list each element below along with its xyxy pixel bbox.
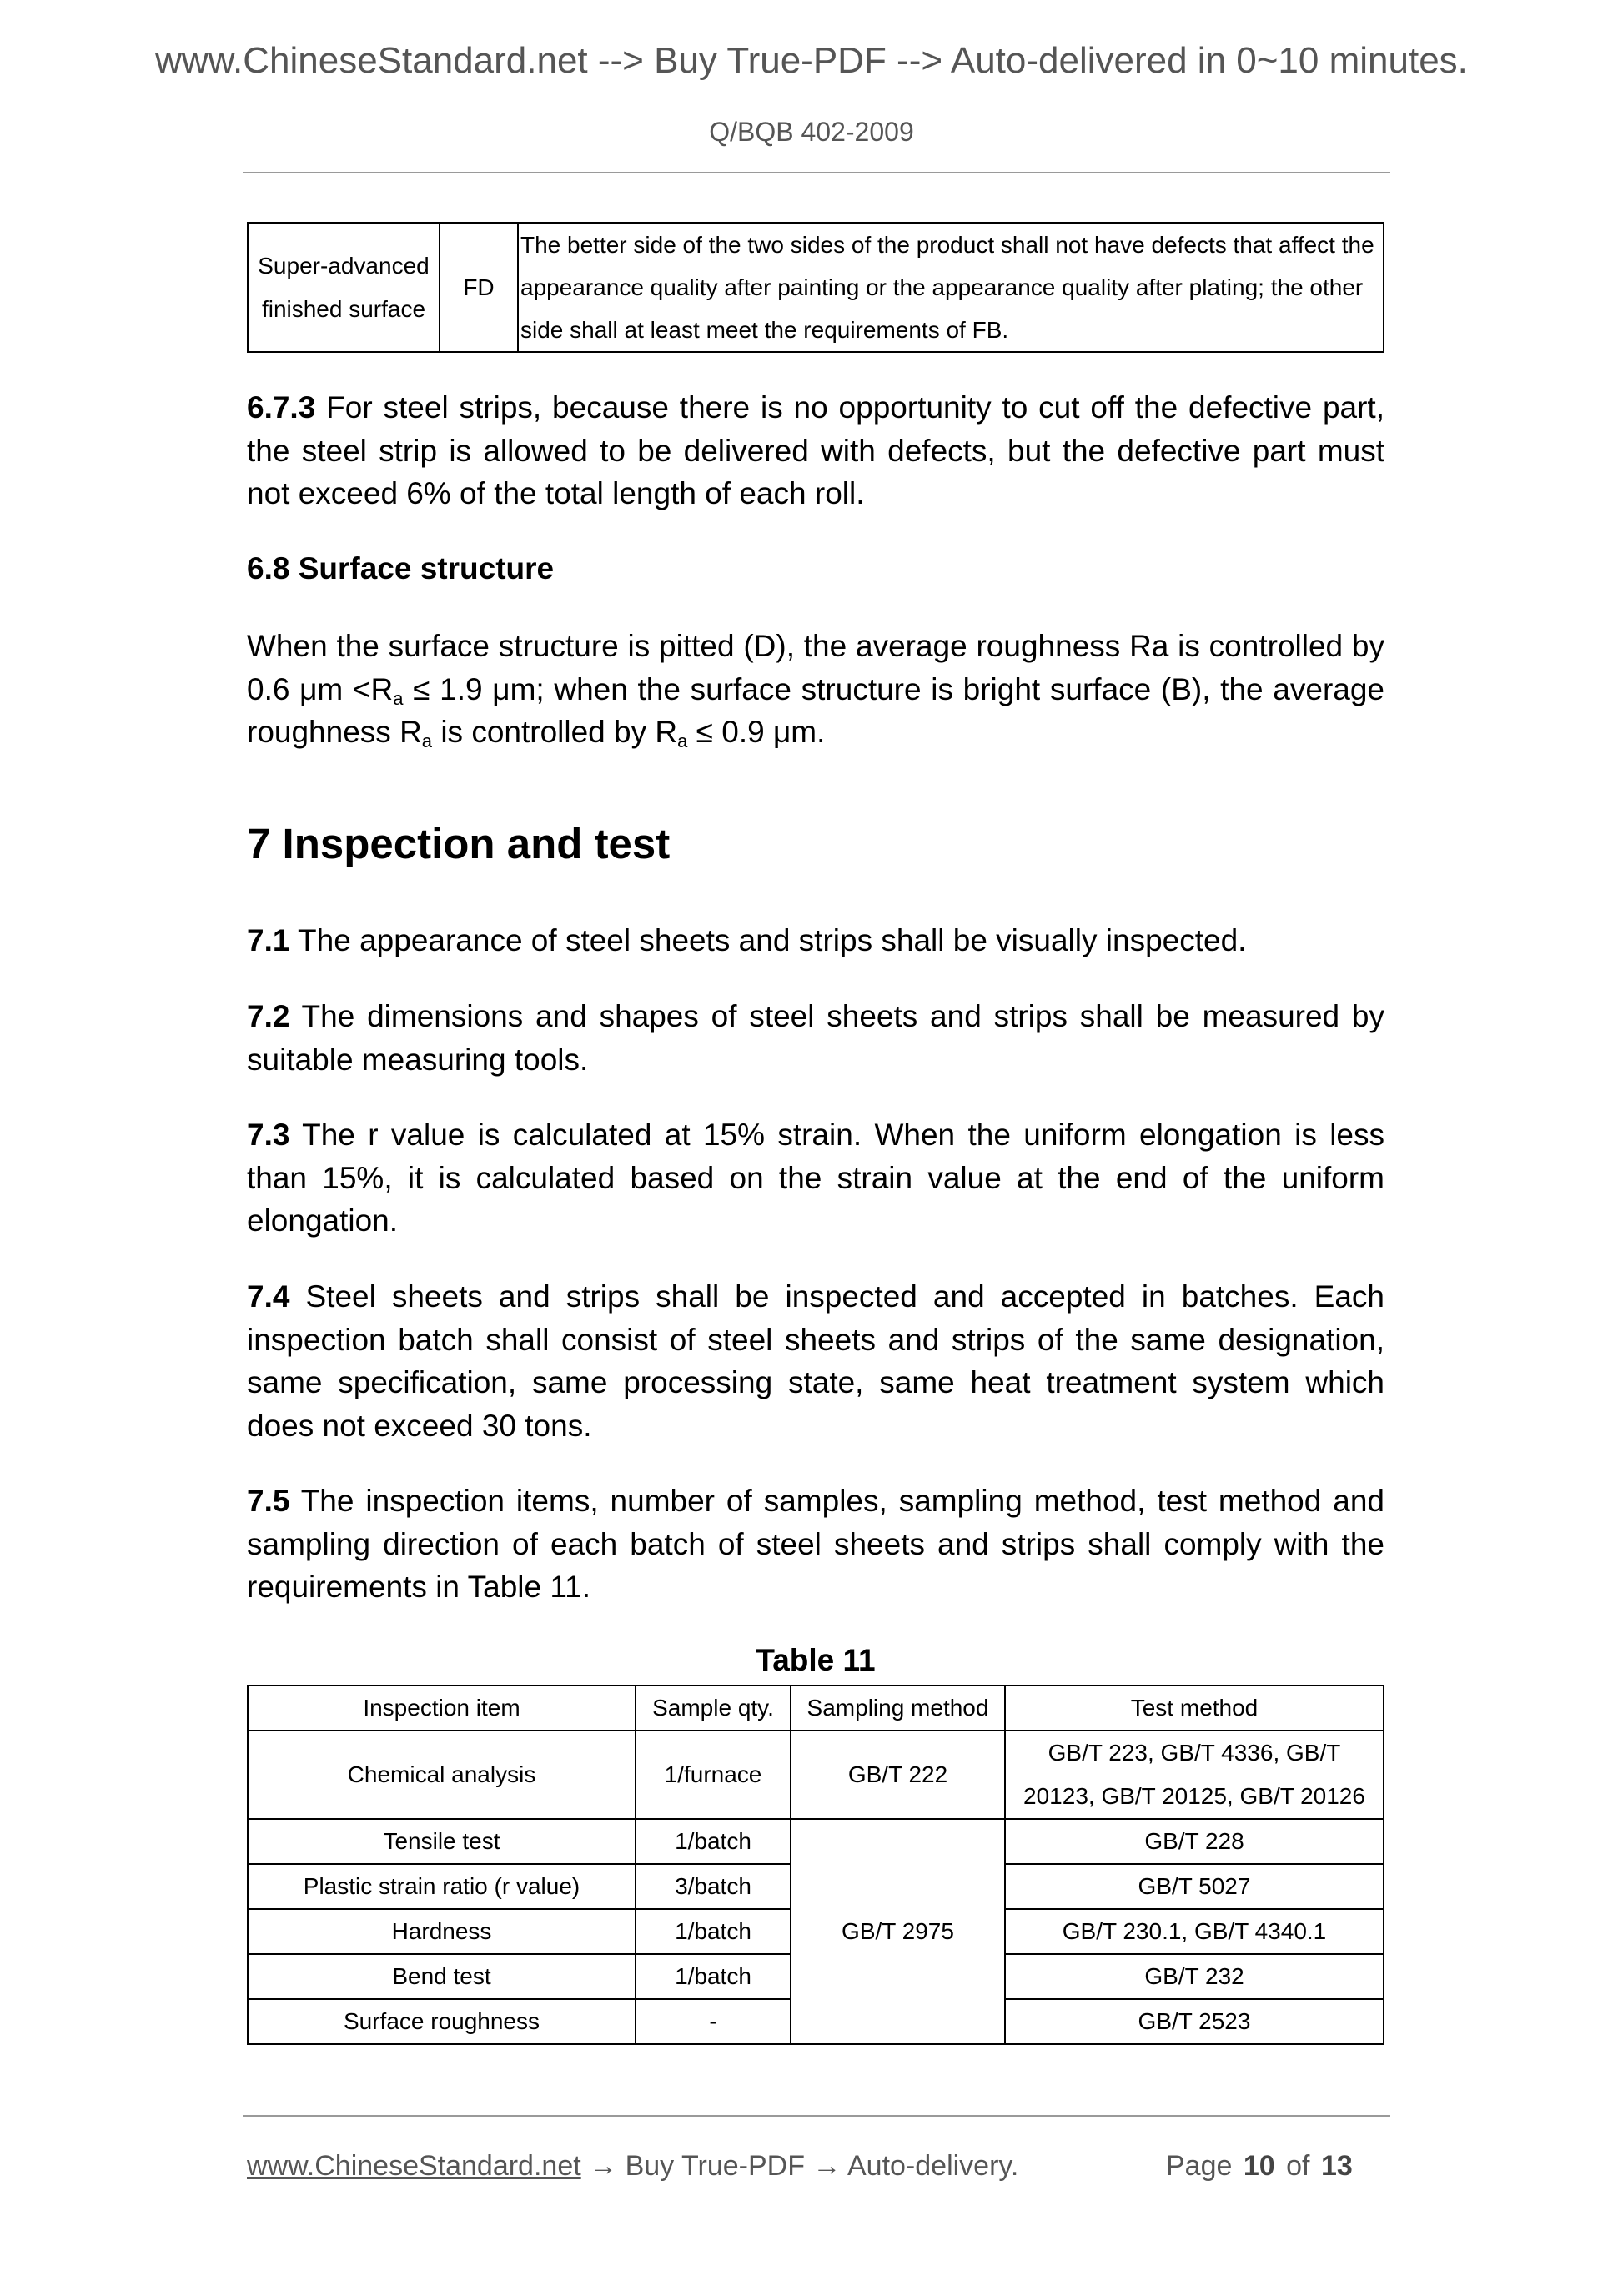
table-row <box>248 1731 1384 1819</box>
table-11-caption: Table 11 <box>756 1643 876 1677</box>
paragraph-7-1: 7.1 The appearance of steel sheets and strips shall be visually inspected. <box>247 923 1247 957</box>
inspection-item-cell: Tensile test <box>248 1819 636 1864</box>
paragraph-7-2: 7.2 The dimensions and shapes of steel sheets and strips shall be measured by suitable measuring tools. <box>247 999 1384 1077</box>
document-code: Q/BQB 402-2009 <box>709 117 914 147</box>
sample-qty-cell: 1/batch <box>636 1909 791 1954</box>
inspection-item-cell: Bend test <box>248 1954 636 1999</box>
inspection-item-cell: Hardness <box>248 1909 636 1954</box>
inspection-item-cell: Surface roughness <box>248 1999 636 2044</box>
header-divider <box>243 172 1390 173</box>
column-header: Inspection item <box>248 1686 636 1731</box>
test-method-cell: GB/T 2523 <box>1005 1999 1384 2044</box>
surface-name-cell <box>248 223 440 352</box>
paragraph-7-4: 7.4 Steel sheets and strips shall be inspected and accepted in batches. Each inspection batch shall consist of steel sheets and strips of the same designation, same specification, same processing state, same heat treatment system which does not exceed 30 tons. <box>247 1279 1384 1443</box>
current-page-number: 10 <box>1243 2150 1275 2182</box>
surface-name-line1: Super-advanced <box>258 252 430 279</box>
page-indicator <box>1166 2150 1353 2183</box>
chinesestandard-link[interactable]: www.ChineseStandard.net <box>247 2150 581 2182</box>
page-label: Page <box>1166 2150 1233 2182</box>
table-row <box>248 1819 1384 1864</box>
inspection-item-cell: Plastic strain ratio (r value) <box>248 1864 636 1909</box>
top-banner: www.ChineseStandard.net --> Buy True-PDF --> Auto-delivered in 0~10 minutes. <box>155 40 1468 81</box>
auto-delivery-text: Auto-delivery. <box>841 2150 1019 2182</box>
test-method-cell: GB/T 228 <box>1005 1819 1384 1864</box>
inspection-item-cell: Chemical analysis <box>248 1731 636 1819</box>
page-of-label: of <box>1286 2150 1310 2182</box>
sample-qty-cell: 1/batch <box>636 1819 791 1864</box>
sample-qty-cell: 3/batch <box>636 1864 791 1909</box>
sampling-method-cell: GB/T 222 <box>791 1731 1005 1819</box>
table-row <box>248 223 1384 352</box>
buy-true-pdf-text: Buy True-PDF <box>617 2150 813 2182</box>
test-method-cell: GB/T 230.1, GB/T 4340.1 <box>1005 1909 1384 1954</box>
arrow-right-icon: → <box>812 2150 842 2182</box>
surface-description-cell: The better side of the two sides of the product shall not have defects that affect the appearance quality after painting or the appearance quality after plating; the other side shall at least meet the requirements of FB. <box>518 223 1384 352</box>
table-11 <box>247 1685 1384 2045</box>
footer-promo <box>247 2150 1018 2183</box>
paragraph-7-3: 7.3 The r value is calculated at 15% strain. When the uniform elongation is less than 15%, it is calculated based on the strain value at the end of the uniform elongation. <box>247 1118 1384 1238</box>
heading-7: 7 Inspection and test <box>247 820 671 867</box>
table-10-continuation <box>247 222 1384 353</box>
column-header: Sampling method <box>791 1686 1005 1731</box>
footer-divider <box>243 2115 1390 2117</box>
paragraph-7-5: 7.5 The inspection items, number of samples, sampling method, test method and sampling direction of each batch of steel sheets and strips shall comply with the requirements in Table 11. <box>247 1484 1384 1604</box>
test-method-cell: GB/T 5027 <box>1005 1864 1384 1909</box>
sampling-method-cell-merged: GB/T 2975 <box>791 1819 1005 2044</box>
sample-qty-cell: 1/furnace <box>636 1731 791 1819</box>
paragraph-6-8: When the surface structure is pitted (D), the average roughness Ra is controlled by 0.6 $\mu m <R_a \le 1.9$ μm; when the surface structure is bright surface (B), the average roughness $R_a$ is controlled by $R_a \le 0.9$ μm. <box>247 629 1384 751</box>
column-header: Sample qty. <box>636 1686 791 1731</box>
arrow-right-icon: → <box>589 2150 618 2182</box>
total-pages-number: 13 <box>1320 2150 1353 2182</box>
sample-qty-cell: - <box>636 1999 791 2044</box>
column-header: Test method <box>1005 1686 1384 1731</box>
clause-number: 6.7.3 <box>247 390 316 425</box>
surface-name-line2: finished surface <box>261 295 426 322</box>
table-header-row <box>248 1686 1384 1731</box>
surface-code-cell: FD <box>440 223 518 352</box>
paragraph-6-7-3 <box>247 386 1384 515</box>
test-method-cell: GB/T 232 <box>1005 1954 1384 1999</box>
heading-6-8: 6.8 Surface structure <box>247 551 555 585</box>
sample-qty-cell: 1/batch <box>636 1954 791 1999</box>
test-method-cell: GB/T 223, GB/T 4336, GB/T 20123, GB/T 20125, GB/T 20126 <box>1005 1731 1384 1819</box>
clause-text: For steel strips, because there is no opportunity to cut off the defective part, the steel strip is allowed to be delivered with defects, but the defective part must not exceed 6% of the total length of each roll. <box>247 390 1384 510</box>
